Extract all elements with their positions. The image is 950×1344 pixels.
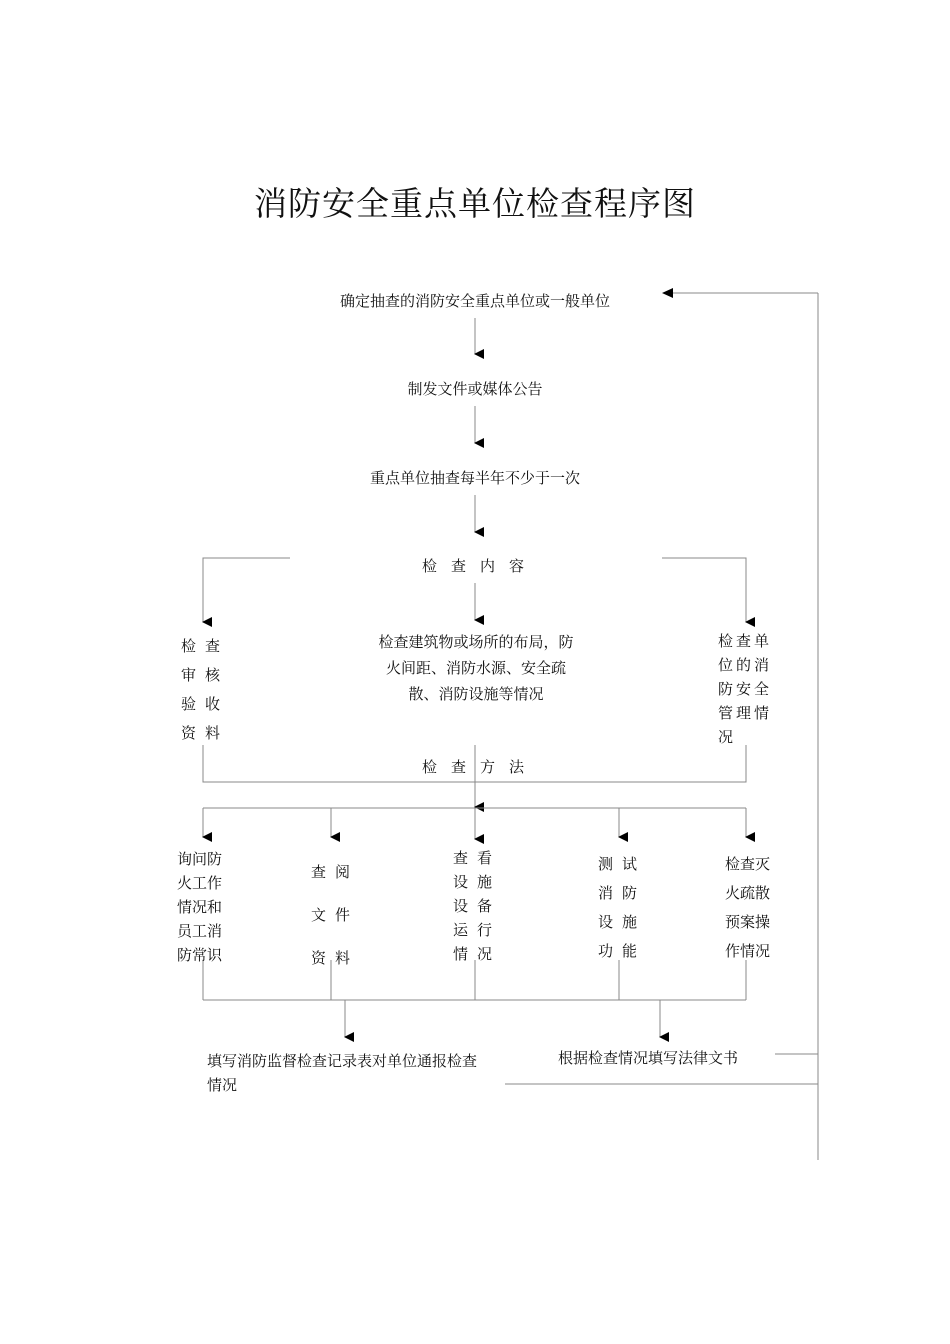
method-test-facilities: 测试消防设施功能 — [598, 855, 647, 960]
step-publish-notice: 制发文件或媒体公告 — [407, 380, 543, 398]
step-check-frequency: 重点单位抽查每半年不少于一次 — [369, 469, 580, 487]
content-left-review-docs: 检查审核验收资料 — [181, 637, 230, 742]
content-heading: 检查内容 — [421, 557, 538, 575]
method-view-equipment: 查看设施设备运行情况 — [453, 849, 502, 963]
branch-content-right — [662, 558, 746, 622]
step-select-unit: 确定抽查的消防安全重点单位或一般单位 — [339, 292, 610, 310]
result-legal-documents: 根据检查情况填写法律文书 — [558, 1049, 739, 1067]
content-right-management: 检查单位的消防安全管理情况 — [718, 632, 773, 746]
method-review-files: 查阅文件资料 — [311, 863, 360, 967]
method-evacuation-plan: 检查灭火疏散预案操作情况 — [725, 855, 771, 960]
branch-content-left — [203, 558, 290, 622]
method-heading: 检查方法 — [421, 758, 538, 776]
page-title: 消防安全重点单位检查程序图 — [254, 184, 696, 223]
method-inquiry: 询问防火工作情况和员工消防常识 — [177, 850, 223, 964]
result-record-notify: 填写消防监督检查记录表对单位通报检查情况 — [207, 1052, 478, 1094]
content-center-building: 检查建筑物或场所的布局，防火间距、消防水源、安全疏散、消防设施等情况 — [378, 633, 574, 703]
